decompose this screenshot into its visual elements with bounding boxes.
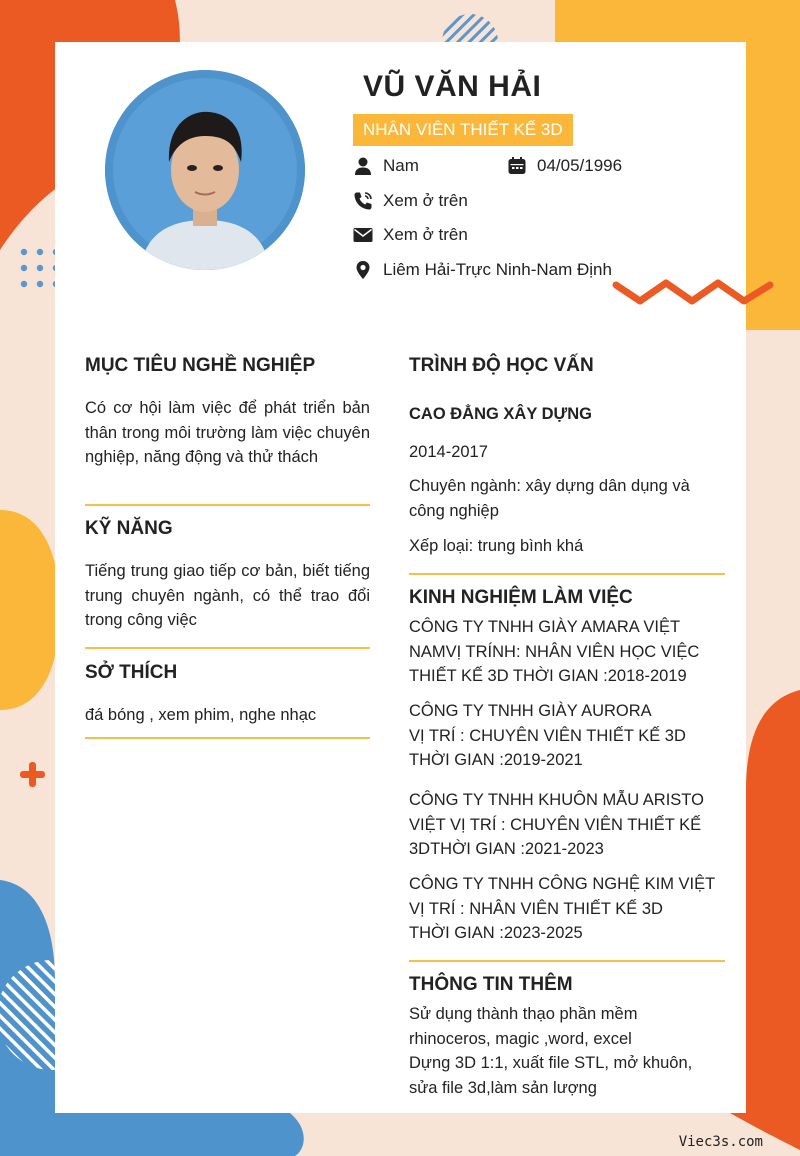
- gender-row: [353, 156, 419, 176]
- email-value: Xem ở trên: [383, 225, 468, 244]
- divider: [409, 960, 725, 962]
- divider: [85, 647, 370, 649]
- avatar: [105, 70, 305, 270]
- phone-value: Xem ở trên: [383, 191, 468, 210]
- education-major: Chuyên ngành: xây dựng dân dụng và công nghiệp: [409, 477, 690, 520]
- education-heading: TRÌNH ĐỘ HỌC VẤN: [409, 355, 594, 376]
- hobbies-text: đá bóng , xem phim, nghe nhạc: [85, 706, 317, 724]
- birthdate-value: 04/05/1996: [537, 156, 623, 175]
- user-icon: [353, 156, 373, 176]
- gender-value: Nam: [383, 156, 419, 175]
- watermark-credit: Viec3s.com: [678, 1134, 763, 1150]
- zigzag-decoration: [610, 275, 780, 315]
- candidate-name: VŨ VĂN HẢI: [363, 70, 542, 103]
- experience-heading: KINH NGHIỆM LÀM VIỆC: [409, 587, 633, 608]
- additional-info-heading: THÔNG TIN THÊM: [409, 974, 573, 995]
- hobbies-heading: SỞ THÍCH: [85, 662, 178, 683]
- objective-heading: MỤC TIÊU NGHỀ NGHIỆP: [85, 355, 316, 376]
- experience-item: CÔNG TY TNHH GIÀY AMARA VIỆT NAMVỊ TRÍNH: NHÂN VIÊN HỌC VIỆC THIẾT KẾ 3D THỜI GIAN :2018-2019: [409, 618, 700, 685]
- email-row: [353, 225, 468, 245]
- experience-item: CÔNG TY TNHH CÔNG NGHỆ KIM VIỆT VỊ TRÍ : NHÂN VIÊN THIẾT KẾ 3D THỜI GIAN :2023-2025: [409, 875, 716, 942]
- divider: [85, 504, 370, 506]
- education-years: 2014-2017: [409, 443, 488, 461]
- education-grade: Xếp loại: trung bình khá: [409, 537, 584, 555]
- school-name: CAO ĐẲNG XÂY DỰNG: [409, 405, 592, 423]
- mail-icon: [353, 225, 373, 245]
- experience-item: CÔNG TY TNHH KHUÔN MẪU ARISTO VIỆT VỊ TRÍ : CHUYÊN VIÊN THIẾT KẾ 3DTHỜI GIAN :2021-2023: [409, 791, 704, 858]
- location-pin-icon: [353, 260, 373, 280]
- additional-info-text: Sử dụng thành thạo phần mềm rhinoceros, magic ,word, excel Dựng 3D 1:1, xuất file STL, mở khuôn, sửa file 3d,làm sản lượng: [409, 1005, 693, 1097]
- divider: [409, 573, 725, 575]
- objective-text: Có cơ hội làm việc để phát triển bản thân trong môi trường làm việc chuyên nghiệp, năng động và thử thách: [85, 399, 370, 466]
- address-row: [353, 260, 612, 280]
- job-title-badge: NHÂN VIÊN THIẾT KẾ 3D: [353, 114, 573, 146]
- skills-text: Tiếng trung giao tiếp cơ bản, biết tiếng trung chuyên ngành, có thể trao đổi trong công việc: [85, 562, 370, 629]
- divider: [85, 737, 370, 739]
- skills-heading: KỸ NĂNG: [85, 518, 173, 539]
- calendar-icon: [507, 156, 527, 176]
- experience-item: CÔNG TY TNHH GIÀY AURORA VỊ TRÍ : CHUYÊN VIÊN THIẾT KẾ 3D THỜI GIAN :2019-2021: [409, 702, 686, 769]
- birthdate-row: [507, 156, 622, 176]
- phone-row: [353, 191, 468, 211]
- address-value: Liêm Hải-Trực Ninh-Nam Định: [383, 260, 612, 279]
- phone-icon: [353, 191, 373, 211]
